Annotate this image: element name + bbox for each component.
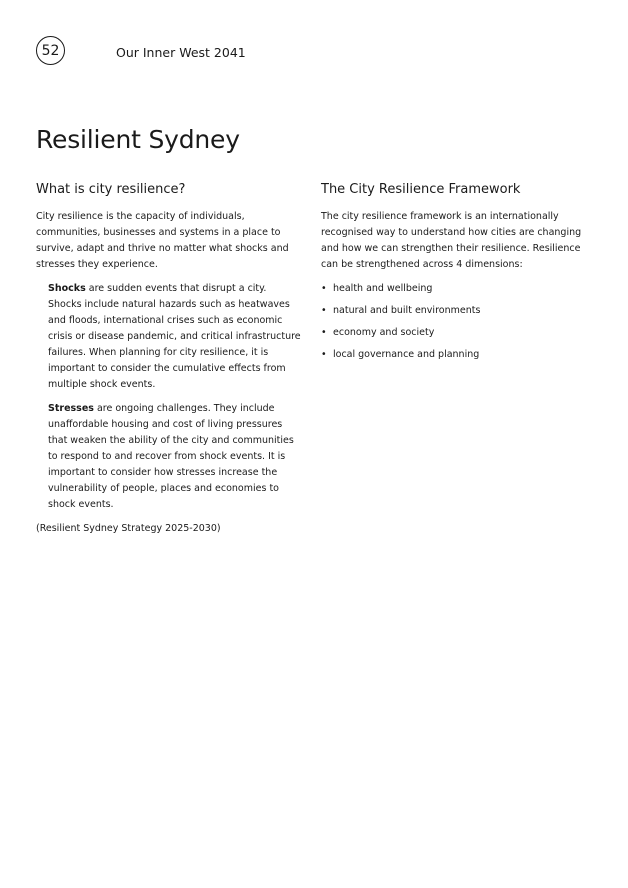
list-item-text: natural and built environments bbox=[333, 305, 481, 316]
page-title: Resilient Sydney bbox=[36, 125, 240, 154]
page-number-badge bbox=[36, 36, 65, 65]
resilience-framework-section bbox=[321, 181, 591, 369]
intro-paragraph: The city resilience framework is an internationally recognised way to understand how cities are changing and how we can strengthen their resilience. Resilience can be strengthened across 4 dimensions: bbox=[321, 211, 582, 270]
city-resilience-section bbox=[36, 181, 302, 537]
list-item bbox=[321, 325, 591, 341]
list-item-text: economy and society bbox=[333, 327, 435, 338]
shocks-term: Shocks bbox=[48, 283, 86, 294]
dimensions-list bbox=[321, 281, 591, 363]
intro-paragraph: City resilience is the capacity of individuals, communities, businesses and systems in a place to survive, adapt and thrive no matter what shocks and stresses they experience. bbox=[36, 211, 289, 270]
stresses-description: are ongoing challenges. They include unaffordable housing and cost of living pressures that weaken the ability of the city and communities to respond to and recover from shock events. It is important to consider how stresses increase the vulnerability of people, places and economies to shock events. bbox=[48, 403, 294, 510]
page-number: 52 bbox=[41, 42, 60, 59]
bullet-icon: • bbox=[321, 283, 327, 294]
shocks-description: are sudden events that disrupt a city. Shocks include natural hazards such as heatwaves and floods, international crises such as economic crisis or disease pandemic, and critical infrastructure failures. When planning for city resilience, it is important to consider the cumulative effects from multiple shock events. bbox=[48, 283, 301, 390]
list-item-text: local governance and planning bbox=[333, 349, 480, 360]
bullet-icon: • bbox=[321, 305, 327, 316]
section-heading: The City Resilience Framework bbox=[321, 182, 521, 197]
source-citation: (Resilient Sydney Strategy 2025-2030) bbox=[36, 523, 221, 534]
bullet-icon: • bbox=[321, 349, 327, 360]
list-item bbox=[321, 303, 591, 319]
shocks-paragraph bbox=[48, 281, 302, 393]
document-title: Our Inner West 2041 bbox=[116, 45, 246, 60]
section-heading: What is city resilience? bbox=[36, 182, 186, 197]
list-item bbox=[321, 281, 591, 297]
list-item-text: health and wellbeing bbox=[333, 283, 433, 294]
stresses-paragraph bbox=[48, 401, 302, 513]
list-item bbox=[321, 347, 591, 363]
stresses-term: Stresses bbox=[48, 403, 94, 414]
bullet-icon: • bbox=[321, 327, 327, 338]
